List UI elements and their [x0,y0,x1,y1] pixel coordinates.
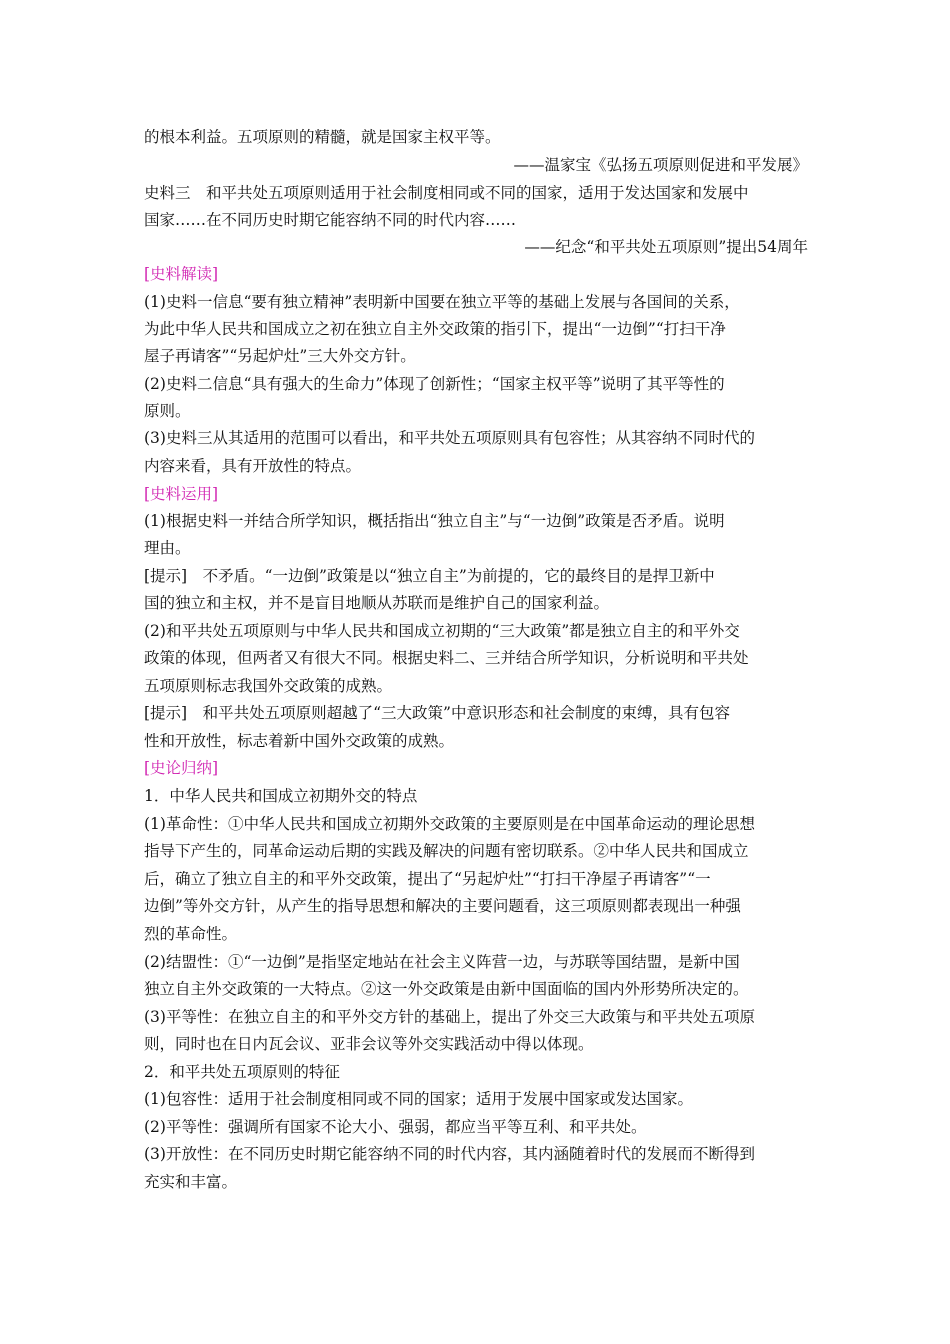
text-line: (2)结盟性：①“一边倒”是指坚定地站在社会主义阵营一边，与苏联等国结盟，是新中国 [144,953,740,971]
citation-line: ——纪念“和平共处五项原则”提出54周年 [524,238,808,256]
citation-line: ——温家宝《弘扬五项原则促进和平发展》 [513,156,808,174]
text-line: [提示] 和平共处五项原则超越了“三大政策”中意识形态和社会制度的束缚，具有包容 [144,704,730,722]
text-line: 边倒”等外交方针，从产生的指导思想和解决的主要问题看，这三项原则都表现出一种强 [144,897,741,915]
text-line: 内容来看，具有开放性的特点。 [144,457,362,475]
text-line: (3)平等性：在独立自主的和平外交方针的基础上，提出了外交三大政策与和平共处五项原 [144,1008,755,1026]
text-line: (3)史料三从其适用的范围可以看出，和平共处五项原则具有包容性；从其容纳不同时代的 [144,429,755,447]
numbered-heading: 2．和平共处五项原则的特征 [144,1063,340,1081]
text-line: 独立自主外交政策的一大特点。②这一外交政策是由新中国面临的国内外形势所决定的。 [144,980,749,998]
text-line: (3)开放性：在不同历史时期它能容纳不同的时代内容，其内涵随着时代的发展而不断得到 [144,1145,755,1163]
text-line: (2)平等性：强调所有国家不论大小、强弱，都应当平等互利、和平共处。 [144,1118,647,1136]
text-line: 原则。 [144,402,191,420]
text-line: 充实和丰富。 [144,1173,238,1191]
text-line: 五项原则标志我国外交政策的成熟。 [144,677,393,695]
text-line: (2)和平共处五项原则与中华人民共和国成立初期的“三大政策”都是独立自主的和平外交 [144,622,740,640]
text-line: 国家……在不同历史时期它能容纳不同的时代内容…… [144,211,517,229]
numbered-heading: 1．中华人民共和国成立初期外交的特点 [144,787,418,805]
section-heading: [史料解读] [144,265,219,283]
text-line: 政策的体现，但两者又有很大不同。根据史料二、三并结合所学知识，分析说明和平共处 [144,649,749,667]
text-line: (2)史料二信息“具有强大的生命力”体现了创新性；“国家主权平等”说明了其平等性的 [144,375,725,393]
text-line: (1)根据史料一并结合所学知识，概括指出“独立自主”与“一边倒”政策是否矛盾。说明 [144,512,725,530]
text-line: 性和开放性，标志着新中国外交政策的成熟。 [144,732,455,750]
text-line: (1)革命性：①中华人民共和国成立初期外交政策的主要原则是在中国革命运动的理论思想 [144,815,755,833]
text-line: 的根本利益。五项原则的精髓，就是国家主权平等。 [144,128,501,146]
text-line: (1)包容性：适用于社会制度相同或不同的国家；适用于发展中国家或发达国家。 [144,1090,693,1108]
text-line: 指导下产生的，同革命运动后期的实践及解决的问题有密切联系。②中华人民共和国成立 [144,842,749,860]
section-heading: [史论归纳] [144,759,219,777]
text-line: 屋子再请客”“另起炉灶”三大外交方针。 [144,347,416,365]
text-line: 则，同时也在日内瓦会议、亚非会议等外交实践活动中得以体现。 [144,1035,594,1053]
text-line: 为此中华人民共和国成立之初在独立自主外交政策的指引下，提出“一边倒”“打扫干净 [144,320,726,338]
text-line: 烈的革命性。 [144,925,238,943]
text-line: 后，确立了独立自主的和平外交政策，提出了“另起炉灶”“打扫干净屋子再请客”“一 [144,870,711,888]
text-line: 国的独立和主权，并不是盲目地顺从苏联而是维护自己的国家利益。 [144,594,610,612]
text-line: (1)史料一信息“要有独立精神”表明新中国要在独立平等的基础上发展与各国间的关系， [144,293,740,311]
text-line: [提示] 不矛盾。“一边倒”政策是以“独立自主”为前提的，它的最终目的是捍卫新中 [144,567,715,585]
text-line: 理由。 [144,539,191,557]
section-heading: [史料运用] [144,485,219,503]
text-line: 史料三 和平共处五项原则适用于社会制度相同或不同的国家，适用于发达国家和发展中 [144,184,749,202]
